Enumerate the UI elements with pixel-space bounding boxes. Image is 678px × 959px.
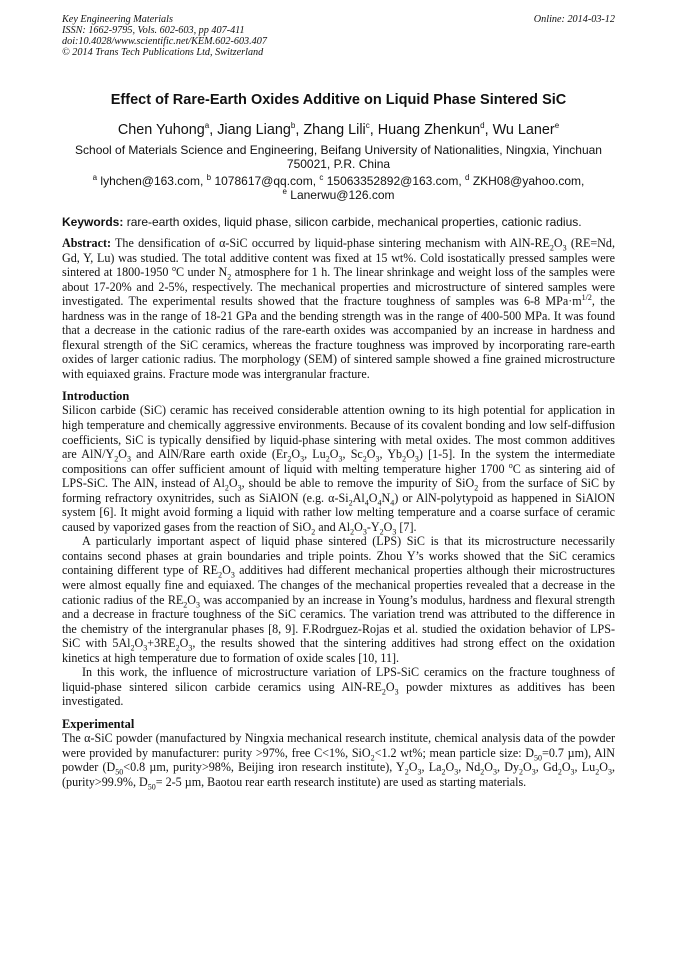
text-run: and Al bbox=[315, 519, 351, 534]
author-list: Chen Yuhong$^a$, Jiang Liang$^b$, Zhang Lili$^c$, Huang Zhenkun$^d$, Wu Laner$^e$ bbox=[117, 121, 560, 138]
subscript: 2 bbox=[519, 767, 524, 777]
intro-paragraph bbox=[62, 403, 615, 537]
subscript: 2 bbox=[287, 454, 292, 464]
text-run: O bbox=[187, 592, 197, 607]
author-mark: e bbox=[554, 121, 560, 131]
subscript: 2 bbox=[549, 243, 554, 253]
email-address: ZKH08@yahoo.com bbox=[472, 174, 582, 188]
text-run: , Lu bbox=[304, 447, 326, 462]
text-run: was accompanied by an increase in Young’s modulus, hardness and flexural strength and a decrease in fracture toughness of the SiC ceramics. The variation trend was attributed to the difference in the chemistry of the intergranular phases [8, 9]. F.Rodrguez-Rojas et al. studied the oxidation behavior of LPS-SiC with 5Al bbox=[62, 592, 615, 651]
text-run: O bbox=[408, 760, 418, 775]
subscript: 2 bbox=[362, 454, 367, 464]
text-run: , Yb bbox=[379, 447, 403, 462]
text-run: +3RE bbox=[147, 636, 176, 651]
subscript: 3 bbox=[362, 527, 367, 537]
email-line bbox=[62, 188, 615, 202]
text-run: O bbox=[368, 490, 378, 505]
section-heading-introduction: Introduction bbox=[62, 389, 130, 404]
keywords bbox=[62, 215, 615, 229]
text-run: O bbox=[354, 519, 363, 534]
subscript: 3 bbox=[531, 767, 536, 777]
subscript: 3 bbox=[196, 599, 201, 609]
email-mark: c bbox=[319, 173, 324, 182]
subscript: 2 bbox=[381, 687, 386, 697]
author-name: Huang Zhenkun bbox=[377, 122, 481, 138]
text-run: , Sc bbox=[342, 447, 363, 462]
text-run: O bbox=[523, 760, 532, 775]
text-run: [7]. bbox=[396, 519, 417, 534]
text-run: In this work, the influence of microstructure variation of LPS-SiC ceramics on the fracture toughness of liquid-phase sintered silicon carbide ceramics using AlN-RE bbox=[62, 665, 615, 694]
text-run: , Lu bbox=[574, 760, 596, 775]
subscript: 3 bbox=[392, 527, 397, 537]
text-run: = 2-5 µm, Baotou rear earth research institute) are used as starting materials. bbox=[155, 774, 527, 789]
author-mark: a bbox=[204, 121, 210, 131]
subscript: 2 bbox=[325, 454, 330, 464]
affiliation bbox=[62, 143, 615, 171]
subscript: 3 bbox=[143, 643, 148, 653]
subscript: 2 bbox=[227, 272, 232, 282]
subscript: 4 bbox=[390, 498, 395, 508]
text-run: , the hardness was in the range of 18-21 GPa and the bending strength was in the range of 400-500 MPa. It was found that a decrease in the cationic radius of the rare-earth oxides was accompanied by an increase in hardness and flexural strength of the SiC ceramics, whereas the fracture toughness was improved by incorporating rare-earth oxides of larger cationic radius. The morphology (SEM) of sintered sample showed a fine grained microstructure with equiaxed grains. Fracture mode was intergranular fracture. bbox=[62, 294, 616, 381]
subscript: 3 bbox=[338, 454, 343, 464]
subscript: 3 bbox=[188, 643, 193, 653]
section-heading-experimental: Experimental bbox=[62, 716, 135, 731]
author-mark: c bbox=[365, 121, 370, 131]
subscript: 3 bbox=[454, 767, 459, 777]
text-run: , Gd bbox=[535, 760, 558, 775]
subscript: 3 bbox=[570, 767, 575, 777]
subscript: 2 bbox=[370, 752, 375, 762]
text-run: =0.7 µm), AlN powder (D bbox=[62, 745, 615, 775]
subscript: 50 bbox=[534, 752, 543, 762]
superscript: 1/2 bbox=[581, 293, 592, 303]
journal-header bbox=[62, 14, 615, 58]
text-run: O bbox=[134, 636, 144, 651]
text-run: O bbox=[553, 236, 563, 250]
subscript: 3 bbox=[417, 767, 422, 777]
text-run: powder mixtures as additives has been investigated. bbox=[62, 679, 615, 709]
text-run: O bbox=[329, 447, 339, 462]
text-run: Silicon carbide (SiC) ceramic has received considerable attention owning to its high potential for application in high temperature and chemically aggressive environments. Because of its covalent bonding and low self-diffusion coefficients, SiC is typically densified by liquid-phase sintering with metal oxides. The most common additives are AlN/Y bbox=[62, 403, 615, 462]
text-run: O bbox=[445, 760, 455, 775]
text-run: O bbox=[118, 447, 127, 462]
text-run: O bbox=[228, 476, 238, 491]
text-run: O bbox=[484, 760, 494, 775]
subscript: 2 bbox=[402, 454, 407, 464]
text-run: N bbox=[381, 490, 391, 505]
author-mark: d bbox=[480, 121, 485, 131]
issn-line: ISSN: 1662-9795, Vols. 602-603, pp 407-411 bbox=[62, 25, 245, 36]
keywords-label: Keywords: bbox=[62, 215, 124, 229]
subscript: 2 bbox=[350, 527, 355, 537]
text-run: atmosphere for 1 h. The linear shrinkage and weight loss of the samples were about 17-20% and 2-5%, respectively. The mechanical properties and microstructure of sintered samples were investigated. The experimental results showed that the fracture toughness of samples was 6-8 MPa·m bbox=[62, 265, 615, 309]
text-run: , (purity>99.9%, D bbox=[62, 760, 615, 789]
text-run: O bbox=[291, 447, 301, 462]
subscript: 2 bbox=[441, 767, 446, 777]
subscript: 4 bbox=[364, 498, 369, 508]
experimental-paragraph bbox=[62, 731, 615, 789]
text-run: <0.8 µm, purity>98%, Beijing iron research institute), Y bbox=[123, 760, 405, 775]
subscript: 2 bbox=[130, 643, 135, 653]
subscript: 50 bbox=[147, 782, 156, 791]
subscript: 3 bbox=[414, 454, 419, 464]
subscript: 3 bbox=[394, 687, 399, 697]
affiliation-line: 750021, P.R. China bbox=[286, 157, 391, 171]
text-run: O bbox=[222, 563, 231, 578]
email-line: $^a$ lyhchen@163.com, $^b$ 1078617@qq.com, $^c$ 15063352892@163.com, $^d$ ZKH08@yahoo.com, bbox=[92, 173, 585, 188]
text-run: A particularly important aspect of liquid phase sintered (LPS) SiC is that its microstructure necessarily contains second phases at grain boundaries and triple points. Zhou Y’s works showed that the SiC ceramics containing different type of RE bbox=[62, 534, 615, 578]
doi-line: doi:10.4028/www.scientific.net/KEM.602-603.407 bbox=[62, 36, 267, 47]
subscript: 3 bbox=[230, 570, 235, 580]
online-date: Online: 2014-03-12 bbox=[533, 14, 615, 25]
subscript: 3 bbox=[607, 767, 612, 777]
abstract bbox=[62, 236, 615, 381]
email-address: 15063352892@163.com bbox=[326, 174, 459, 188]
author-name: Chen Yuhong bbox=[117, 122, 205, 138]
subscript: 2 bbox=[474, 483, 479, 493]
author-name: Wu Laner bbox=[492, 122, 555, 138]
abstract-label: Abstract: bbox=[62, 236, 112, 250]
text-run: ) or AlN-polytypoid as happened in SiAlON system [6]. It might avoid forming a liquid with rather low melting temperature and a coarse surface of ceramic caused by vaporized gases from the reaction of SiO bbox=[62, 490, 615, 534]
email-mark: b bbox=[206, 173, 212, 182]
superscript: o bbox=[508, 460, 513, 470]
text-run: , La bbox=[421, 760, 442, 775]
author-name: Jiang Liang bbox=[217, 122, 291, 138]
subscript: 2 bbox=[218, 570, 223, 580]
subscript: 3 bbox=[562, 243, 567, 253]
text-run: O bbox=[599, 760, 608, 775]
journal-name: Key Engineering Materials bbox=[62, 14, 173, 25]
text-run: The α-SiC powder (manufactured by Ningxia mechanical research institute, chemical analysis data of the powder were provided by manufacturer: purity >97%, free C<1%, SiO bbox=[62, 730, 615, 760]
text-run: , Dy bbox=[497, 760, 520, 775]
paper-title: Effect of Rare-Earth Oxides Additive on Liquid Phase Sintered SiC bbox=[110, 92, 567, 108]
intro-paragraph bbox=[62, 665, 615, 709]
text-run: O bbox=[385, 679, 395, 694]
text-run: O bbox=[561, 760, 571, 775]
email-address: 1078617@qq.com bbox=[214, 174, 313, 188]
text-run: (RE=Nd, Gd, Y, Lu) was studied. The total additive content was fixed at 15 wt%. Cold isostatically pressed samples were sintered at 1800-1950 bbox=[62, 236, 615, 280]
subscript: 2 bbox=[557, 767, 562, 777]
keywords-text: rare-earth oxides, liquid phase, silicon carbide, mechanical properties, cationic radius. bbox=[126, 215, 582, 229]
subscript: 2 bbox=[480, 767, 485, 777]
text-run: , should be able to remove the impurity of SiO bbox=[241, 476, 475, 491]
subscript: 3 bbox=[237, 483, 242, 493]
text-run: C as sintering aid of LPS-SiC. The AlN, instead of Al bbox=[62, 461, 615, 491]
subscript: 2 bbox=[224, 483, 229, 493]
superscript: o bbox=[171, 264, 176, 274]
text-run: ) [1-5]. In the system the intermediate compositions can offer sufficient amount of liquid with melting temperature higher 1700 bbox=[62, 447, 615, 476]
subscript: 2 bbox=[348, 498, 353, 508]
intro-paragraph bbox=[62, 534, 615, 665]
affiliation-line: School of Materials Science and Engineering, Beifang University of Nationalities, Ningxia, Yinchuan bbox=[75, 143, 602, 157]
subscript: 4 bbox=[377, 498, 382, 508]
copyright-line: © 2014 Trans Tech Publications Ltd, Switzerland bbox=[62, 47, 264, 58]
text-run: <1.2 wt%; mean particle size: D bbox=[374, 745, 535, 760]
subscript: 3 bbox=[493, 767, 498, 777]
text-run: C under N bbox=[175, 265, 228, 280]
subscript: 3 bbox=[375, 454, 380, 464]
subscript: 50 bbox=[115, 767, 124, 777]
subscript: 2 bbox=[175, 643, 180, 653]
text-run: , the results showed that the sintering additives had strong effect on the oxidation kinetics at high temperature due to formation of oxide scales [10, 11]. bbox=[62, 636, 615, 665]
subscript: 2 bbox=[595, 767, 600, 777]
author-emails bbox=[62, 174, 615, 202]
text-run: O bbox=[366, 447, 376, 462]
author-mark: b bbox=[290, 121, 296, 131]
text-run: O bbox=[406, 447, 415, 462]
author-name: Zhang Lili bbox=[303, 122, 366, 138]
text-run: O bbox=[179, 636, 189, 651]
text-run: additives had different mechanical properties although their microstructures were almost equally fine and equiaxed. The changes of the mechanical properties revealed that a decrease in the cationic radius of the RE bbox=[62, 563, 615, 607]
text-run: Al bbox=[352, 490, 365, 505]
text-run: from the surface of SiC by forming refractory oxynitrides, such as SiAlON (e.g. α-Si bbox=[62, 476, 615, 505]
subscript: 3 bbox=[300, 454, 305, 464]
email-address: Lanerwu@126.com bbox=[290, 188, 395, 202]
email-mark: a bbox=[92, 173, 98, 182]
subscript: 2 bbox=[404, 767, 409, 777]
subscript: 2 bbox=[379, 527, 384, 537]
email-mark: e bbox=[282, 187, 287, 196]
subscript: 2 bbox=[183, 599, 188, 609]
text-run: and AlN/Rare earth oxide (Er bbox=[130, 447, 288, 462]
email-address: lyhchen@163.com bbox=[100, 174, 200, 188]
subscript: 3 bbox=[126, 454, 131, 464]
text-run: -Y bbox=[366, 519, 380, 534]
text-run: , Nd bbox=[458, 760, 481, 775]
text-run: O bbox=[383, 519, 393, 534]
paper-page bbox=[62, 14, 615, 789]
subscript: 2 bbox=[114, 454, 119, 464]
email-mark: d bbox=[465, 173, 470, 182]
subscript: 2 bbox=[311, 527, 316, 537]
text-run: The densification of α-SiC occurred by liquid-phase sintering mechanism with AlN-RE bbox=[111, 236, 550, 250]
